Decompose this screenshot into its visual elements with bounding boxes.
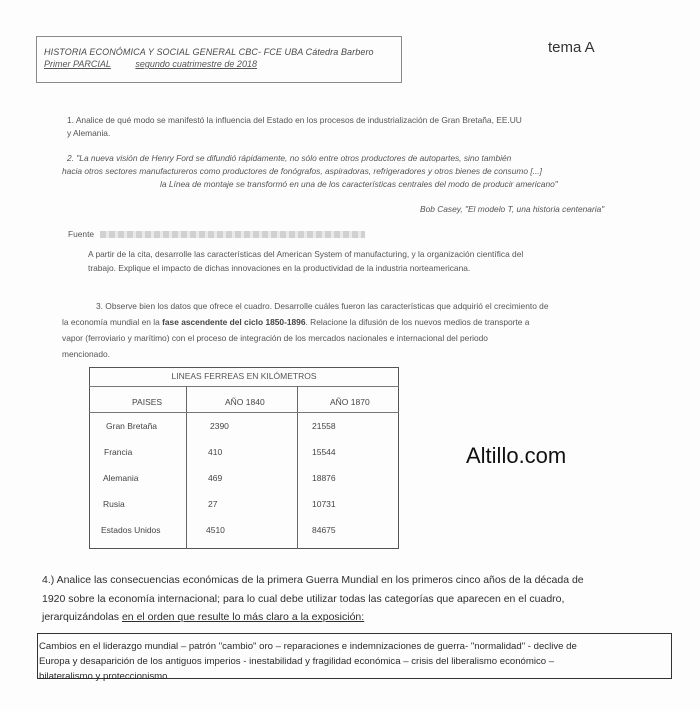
table-cell-country: Rusia [103,499,125,509]
question-2-quote-line3: la Línea de montaje se transformó en una de los características centrales del modo de producir americano" [160,179,558,189]
table-cell-1870: 84675 [312,525,336,535]
table-cell-1870: 15544 [312,447,336,457]
q3-text-a: la economía mundial en la [62,317,163,327]
table-cell-1870: 21558 [312,421,336,431]
question-1-text: 1. Analice de qué modo se manifestó la influencia del Estado en los procesos de industrialización de Gran Bretaña, EE.UU [67,115,522,125]
q3-bold-phrase: fase ascendente del ciclo 1850-1896 [162,317,306,327]
question-3-line3: vapor (ferroviario y marítimo) con el proceso de integración de los mercados nacionales e internacional del periodo [62,333,488,343]
question-2-task-line2: trabajo. Explique el impacto de dichas innovaciones en la productividad de la industria norteamericana. [88,263,471,273]
source-label: Fuente [68,229,95,239]
table-title: LINEAS FERREAS EN KILÓMETROS [171,371,317,381]
table-cell-1840: 410 [208,447,223,457]
table-cell-country: Estados Unidos [101,525,161,535]
question-4-line2: 1920 sobre la economía internacional; para lo cual debe utilizar todas las categorías que aparecen en el cuadro, [42,593,565,605]
question-4-line1: 4.) Analice las consecuencias económicas de la primera Guerra Mundial en los primeros cinco años de la década de [42,574,584,586]
q4-text: jerarquizándolas [42,611,122,623]
categories-line1: Cambios en el liderazgo mundial – patrón "cambio" oro – reparaciones e indemnizaciones de guerra- "normalidad" - declive de [39,641,577,652]
source-line [68,229,365,240]
table-header: AÑO 1840 [225,397,265,407]
railway-table [89,367,399,549]
question-3-line4: mencionado. [62,349,110,359]
exam-version: tema A [548,39,595,56]
question-1-text-cont: y Alemania. [67,128,111,138]
table-cell-1870: 10731 [312,499,336,509]
table-cell-1840: 4510 [206,525,225,535]
watermark-text: Altillo.com [466,443,567,468]
table-col-divider [297,386,298,549]
question-2-task-line1: A partir de la cita, desarrolle las características del American System of manufacturing, y la organización científica del [88,249,524,259]
exam-term: segundo cuatrimestre de 2018 [135,59,257,69]
table-cell-1840: 2390 [210,421,229,431]
quote-source: Bob Casey, "El modelo T, una historia centenaria" [420,204,605,214]
table-divider [89,412,399,413]
table-header: AÑO 1870 [330,397,370,407]
table-col-divider [186,386,187,549]
blurred-url [100,231,365,238]
course-title: HISTORIA ECONÓMICA Y SOCIAL GENERAL CBC- FCE UBA Cátedra Barbero [44,47,374,57]
table-cell-1840: 469 [208,473,223,483]
question-3-line1: 3. Observe bien los datos que ofrece el cuadro. Desarrolle cuáles fueron las características que adquirió el crecimiento de [96,301,549,311]
table-cell-country: Gran Bretaña [106,421,158,431]
question-2-quote-line1: 2. "La nueva visión de Henry Ford se difundió rápidamente, no sólo entre otros productores de autopartes, sino también [67,153,512,163]
categories-line3: bilateralismo y proteccionismo [39,671,168,682]
question-4-line3 [42,611,364,623]
exam-subtitle [44,59,257,69]
table-cell-country: Francia [104,447,133,457]
table-cell-1870: 18876 [312,473,336,483]
q3-text-b: . Relacione la difusión de los nuevos medios de transporte a [305,317,530,327]
exam-name: Primer PARCIAL [44,59,111,69]
table-divider [89,386,399,387]
categories-line2: Europa y desaparición de los antiguos imperios - inestabilidad y fragilidad económica – crisis del liberalismo económico – [39,656,555,667]
question-3-line2 [62,317,529,328]
table-cell-1840: 27 [208,499,218,509]
question-2-quote-line2: hacia otros sectores manufactureros como productores de fonógrafos, aspiradoras, refrigeradores y otros bienes de consumo [...] [62,166,542,176]
table-header: PAISES [132,397,163,407]
table-cell-country: Alemania [103,473,139,483]
q4-underlined: en el orden que resulte lo más claro a la exposición: [121,611,365,623]
